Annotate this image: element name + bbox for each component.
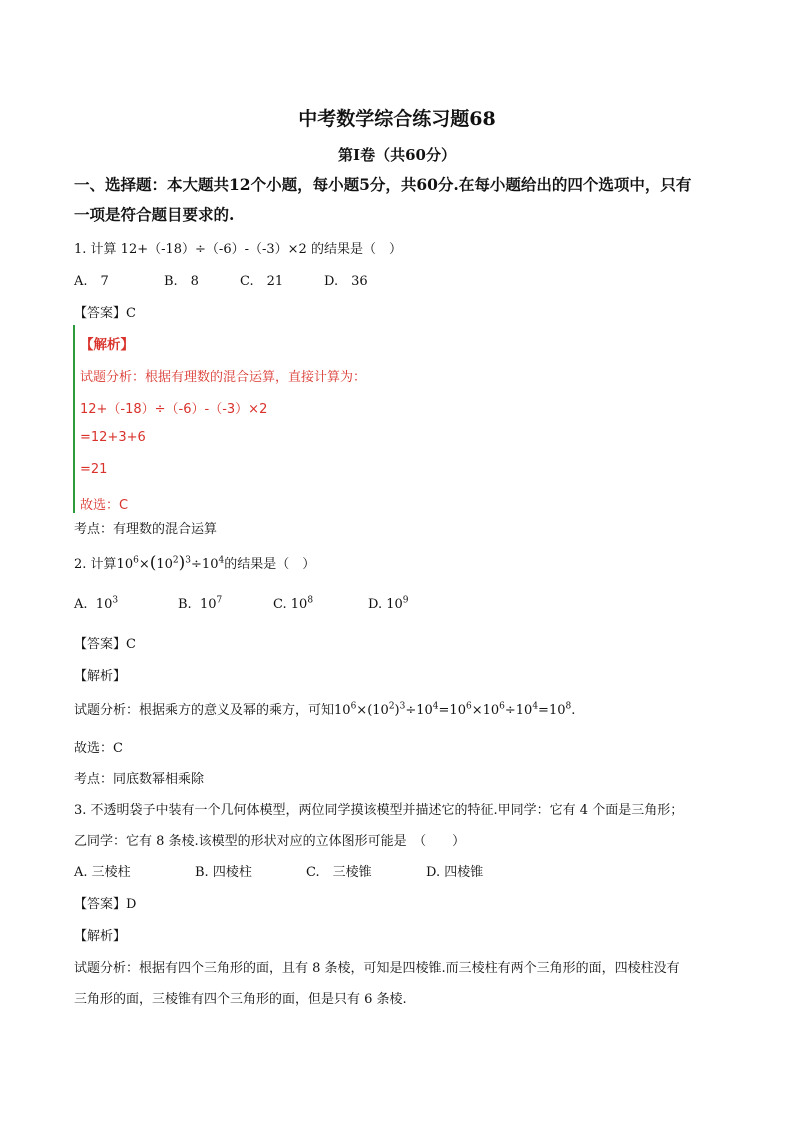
q1-analysis-line: =21 [80,462,108,477]
q2-option-a: A. $10^3$ [74,595,119,612]
q2-analysis-text: 试题分析：根据乘方的意义及幂的乘方，可知 [74,703,335,718]
q1-analysis-line: 故选：C [80,498,129,513]
q2-option-b: B. $10^7$ [178,595,223,612]
section-instruction-line-2: 一项是符合题目要求的. [74,205,235,224]
q2-answer: 【答案】C [74,637,136,652]
q3-option-c: C. 三棱锥 [306,865,372,880]
q1-option-c: C. 21 [240,274,284,289]
q2-option-c: C. $10^8$ [273,595,314,612]
q2-expression: $10^6\times(10^2)^3\div 10^4$ [116,553,225,573]
q3-stem-line-2: 乙同学：它有 8 条棱.该模型的形状对应的立体图形可能是 （ ） [74,834,466,849]
q3-option-a: A. 三棱柱 [74,865,131,880]
q1-analysis-line: 试题分析：根据有理数的混合运算，直接计算为： [80,370,367,385]
q1-option-b: B. 8 [164,274,199,289]
q3-analysis-line-2: 三角形的面，三棱锥有四个三角形的面，但是只有 6 条棱. [74,992,407,1007]
q3-options [74,861,483,880]
q2-knowledge-point: 考点：同底数幂相乘除 [74,772,205,787]
q2-stem [74,553,315,573]
q1-stem: 1. 计算 12+（-18）÷（-6）-（-3）×2 的结果是（ ） [74,242,402,257]
q1-knowledge-point: 考点：有理数的混合运算 [74,522,218,537]
q2-analysis-formula: $10^6\times(10^2)^3\div 10^4=10^6\times 10^6\div 10^4=10^8$. [334,701,576,718]
q1-analysis-head: 【解析】 [80,337,134,353]
q1-option-d: D. 36 [324,274,368,289]
q2-options [74,597,409,612]
q3-stem-line-1: 3. 不透明袋子中装有一个几何体模型，两位同学摸该模型并描述它的特征.甲同学：它有 4 个面是三角形； [74,803,684,818]
q3-analysis-head: 【解析】 [74,929,127,944]
q3-option-d: D. 四棱锥 [426,865,484,880]
q1-option-a: A. 7 [74,274,109,289]
q3-option-b: B. 四棱柱 [195,865,252,880]
q3-analysis-line-1: 试题分析：根据有四个三角形的面，且有 8 条棱，可知是四棱锥.而三棱柱有两个三角形的面，四棱柱没有 [74,961,680,976]
section-instruction-line-1: 一、选择题：本大题共12个小题，每小题5分，共60分.在每小题给出的四个选项中，只有 [74,175,692,194]
analysis-side-bar [73,325,75,513]
q2-option-d: D. $10^9$ [368,595,409,612]
q2-stem-suffix: 的结果是（ ） [224,557,316,572]
q1-analysis-line: 12+（-18）÷（-6）-（-3）×2 [80,402,268,417]
q1-answer: 【答案】C [74,306,136,321]
q3-answer: 【答案】D [74,897,137,912]
q2-stem-prefix: 2. 计算 [74,557,117,572]
section-subtitle: 第Ⅰ卷（共60分） [338,146,456,164]
q2-choice: 故选：C [74,741,123,756]
q1-options [74,270,368,289]
page-title: 中考数学综合练习题68 [298,108,496,130]
q1-analysis-line: =12+3+6 [80,430,146,445]
q2-analysis [74,699,575,718]
q2-analysis-head: 【解析】 [74,669,127,684]
